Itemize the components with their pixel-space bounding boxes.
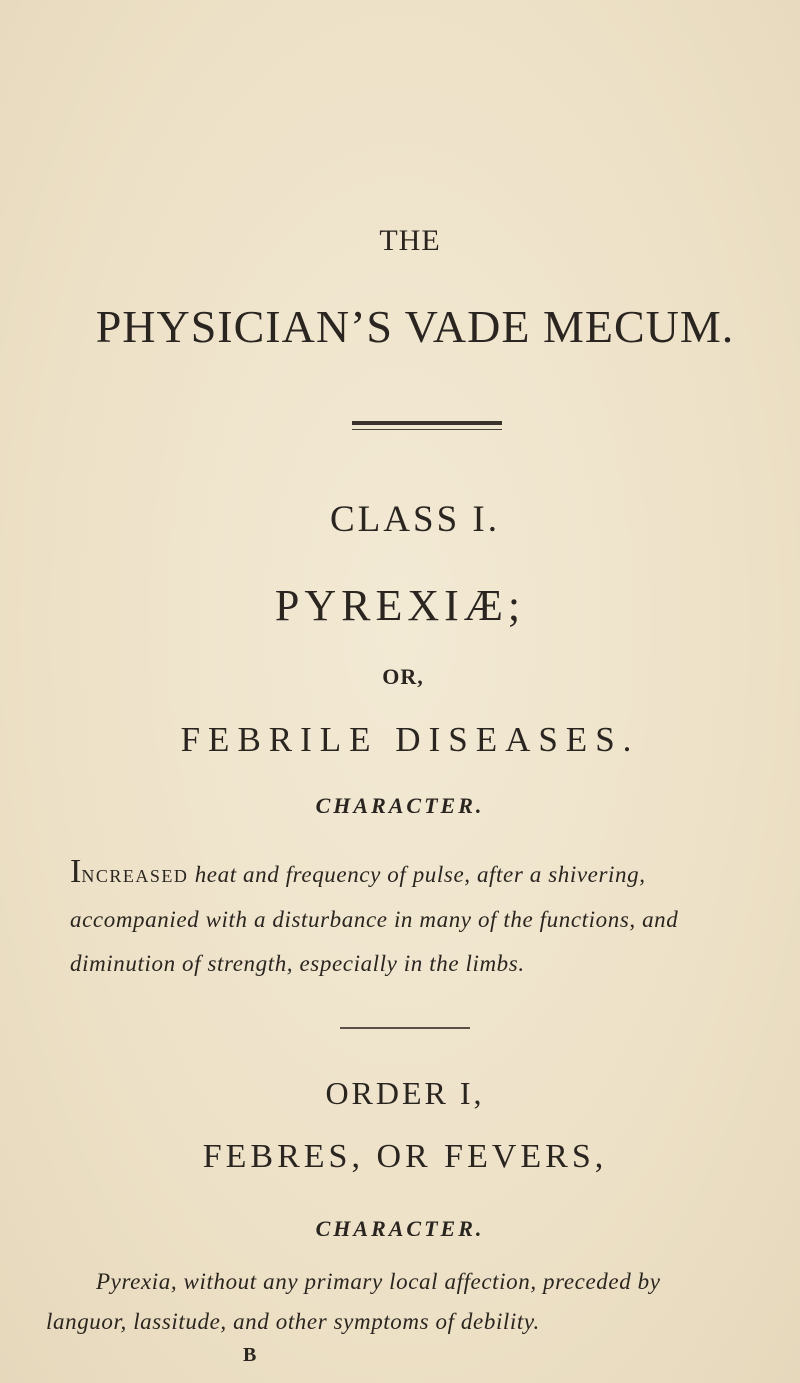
title-article: THE — [379, 224, 441, 257]
order-heading: ORDER I, — [325, 1075, 485, 1111]
order-name: FEBRES, OR FEVERS, — [202, 1138, 608, 1175]
description-dropcap: I — [70, 853, 82, 890]
class-description — [70, 850, 770, 986]
order-description — [46, 1262, 780, 1342]
order-description-line1: Pyrexia, without any primary local affection, preceded by — [96, 1269, 661, 1294]
title-rule-thin — [352, 429, 502, 430]
description-smallcaps: NCREASED — [81, 866, 189, 886]
class-or: OR, — [382, 664, 424, 689]
description-text: heat and frequency of pulse, after a shivering, accompanied with a disturbance in many of the functions, and diminution of strength, especially in the limbs. — [70, 862, 679, 976]
class-heading: CLASS I. — [330, 499, 500, 540]
order-character-label: CHARACTER. — [315, 1216, 485, 1241]
class-name: PYREXIÆ; — [274, 581, 526, 630]
class-subtitle: FEBRILE DISEASES. — [180, 720, 640, 759]
signature-mark: B — [243, 1344, 257, 1366]
book-title: PHYSICIAN’S VADE MECUM. — [95, 301, 735, 352]
title-rule-thick — [352, 421, 502, 425]
section-divider — [340, 1027, 470, 1029]
order-description-line2: languor, lassitude, and other symptoms of debility. — [46, 1309, 540, 1334]
class-character-label: CHARACTER. — [315, 793, 485, 818]
